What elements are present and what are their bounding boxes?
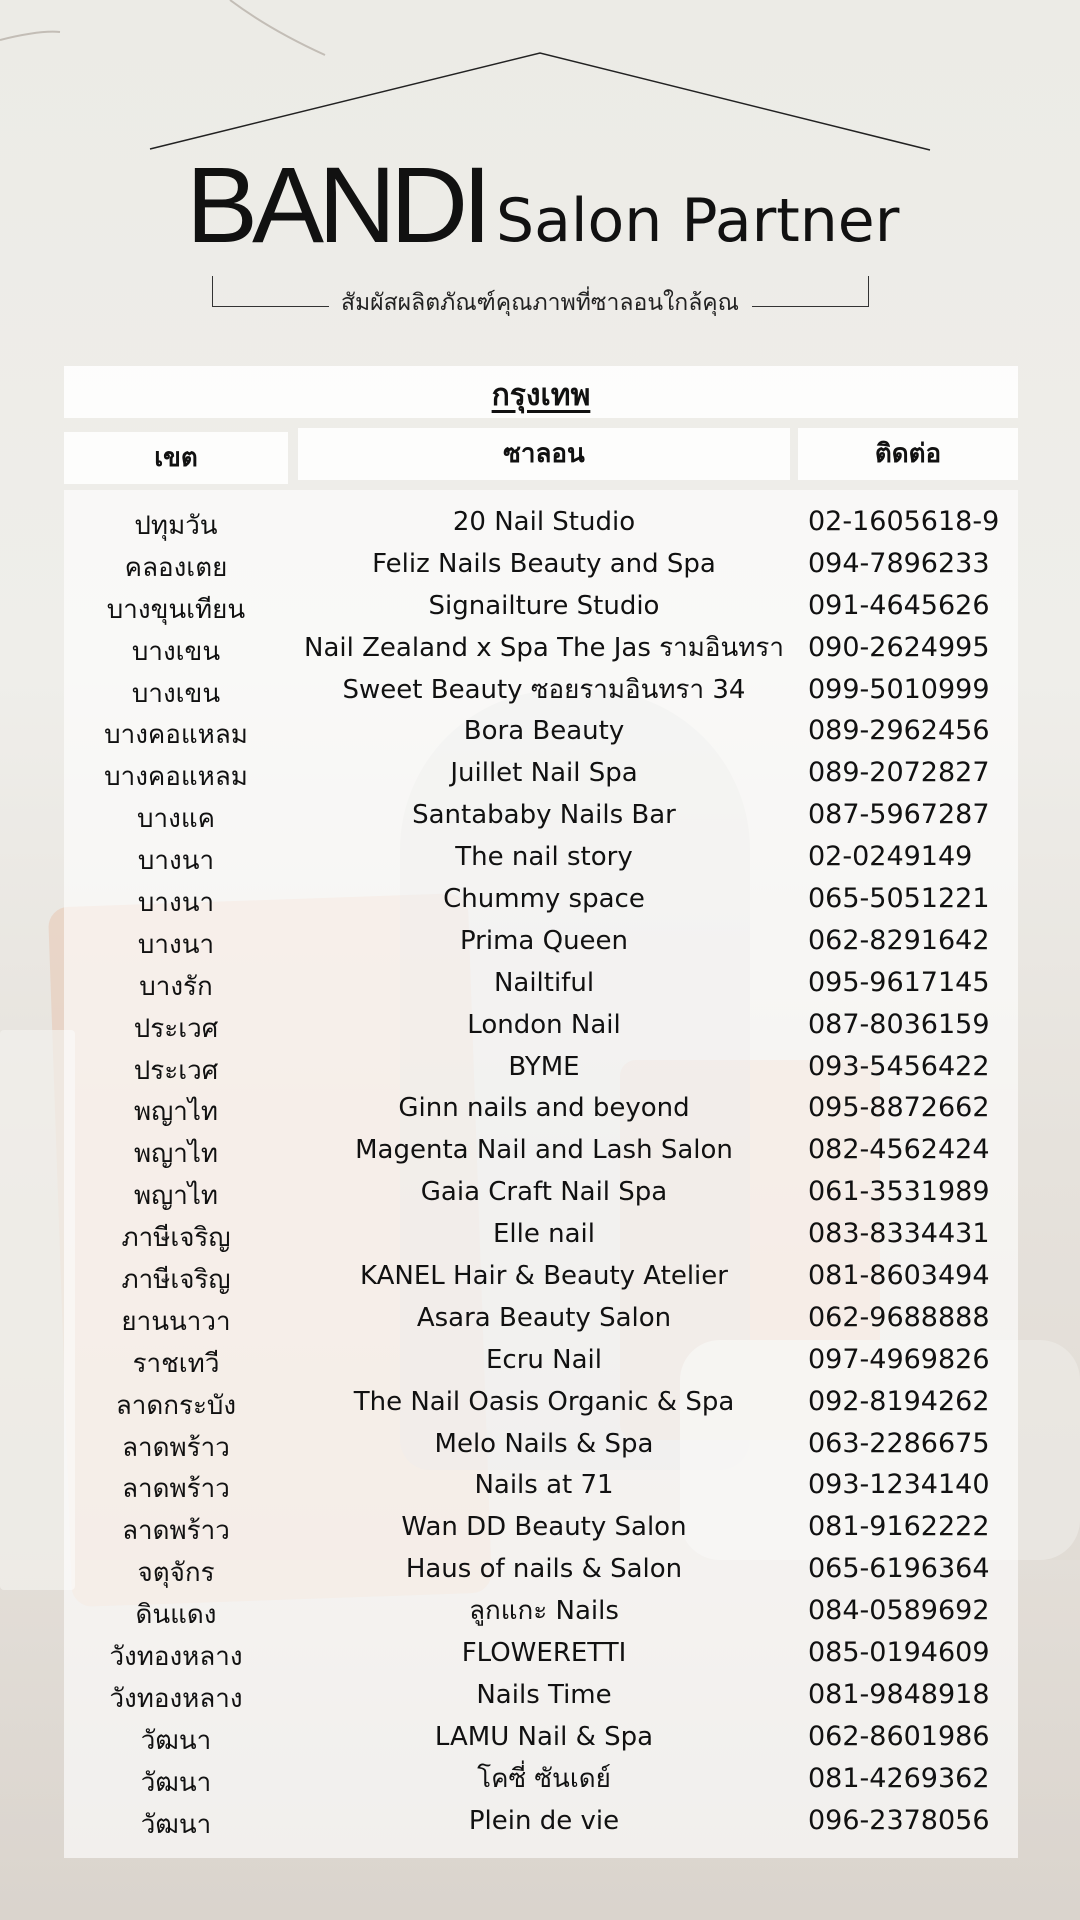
table-row [64,1591,1018,1633]
phone-cell: 093-5456422 [808,1050,990,1082]
district-cell: บางนา [137,888,215,919]
table-row [64,1130,1018,1172]
table-row [64,1298,1018,1340]
salon-name-cell: Wan DD Beauty Salon [401,1512,687,1543]
district-cell: วัฒนา [140,1725,212,1756]
phone-cell: 065-6196364 [808,1553,990,1585]
salon-name-cell: โคซี่ ซันเดย์ [477,1763,611,1794]
city-bar [64,366,1018,418]
phone-cell: 095-8872662 [808,1092,990,1124]
salon-name-cell: Nails Time [476,1679,612,1710]
tagline-bracket-left [212,276,329,307]
district-cell: ประเวศ [133,1013,219,1044]
table-row [64,753,1018,795]
district-cell: ภาษีเจริญ [121,1223,231,1254]
phone-cell: 097-4969826 [808,1343,990,1375]
table-row [64,795,1018,837]
subtitle: Salon Partner [496,186,900,256]
table-row [64,1172,1018,1214]
district-cell: พญาไท [133,1097,219,1128]
table-row [64,1507,1018,1549]
table-row [64,1424,1018,1466]
table-row [64,963,1018,1005]
district-cell: วัฒนา [140,1767,212,1798]
table-row [64,1465,1018,1507]
phone-cell: 065-5051221 [808,883,990,915]
salon-name-cell: Santababy Nails Bar [412,800,676,831]
salon-name-cell: Bora Beauty [463,716,625,747]
table-row [64,544,1018,586]
salon-name-cell: 20 Nail Studio [452,507,636,537]
phone-cell: 081-9848918 [808,1678,990,1710]
phone-cell: 081-9162222 [808,1511,990,1543]
table-row [64,1633,1018,1675]
table-row [64,1717,1018,1759]
salon-name-cell: Ecru Nail [486,1344,602,1375]
district-cell: ยานนาวา [121,1306,231,1337]
salon-name-cell: Nail Zealand x Spa The Jas รามอินทรา [304,632,784,663]
phone-cell: 099-5010999 [808,673,990,705]
salon-name-cell: Plein de vie [468,1805,620,1836]
phone-cell: 063-2286675 [808,1427,990,1459]
table-row [64,1214,1018,1256]
phone-cell: 062-8291642 [808,924,990,956]
phone-cell: 082-4562424 [808,1134,990,1166]
salon-name-cell: BYME [508,1051,580,1082]
table-row [64,628,1018,670]
district-cell: ลาดพร้าว [122,1474,230,1505]
phone-cell: 085-0194609 [808,1637,990,1669]
tagline: สัมผัสผลิตภัณฑ์คุณภาพที่ซาลอนใกล้คุณ [340,290,740,316]
table-row [64,1801,1018,1843]
table-row [64,586,1018,628]
roof-line-icon [0,0,1080,170]
salon-name-cell: The Nail Oasis Organic & Spa [353,1386,735,1417]
table-row [64,1382,1018,1424]
phone-cell: 093-1234140 [808,1469,990,1501]
phone-cell: 081-4269362 [808,1762,990,1794]
phone-cell: 087-8036159 [808,1008,990,1040]
salon-name-cell: Melo Nails & Spa [434,1428,654,1459]
table-row [64,1047,1018,1089]
phone-cell: 062-8601986 [808,1720,990,1752]
salon-name-cell: The nail story [455,842,633,873]
salon-name-cell: Magenta Nail and Lash Salon [355,1135,733,1166]
phone-cell: 087-5967287 [808,799,990,831]
district-cell: ดินแดง [135,1600,217,1631]
district-cell: ราชเทวี [132,1348,220,1379]
salon-name-cell: Elle nail [493,1219,595,1250]
header-district: เขต [64,432,288,484]
salon-name-cell: Asara Beauty Salon [416,1302,672,1333]
city-title: กรุงเทพ [491,378,591,413]
table-row [64,1759,1018,1801]
phone-cell: 091-4645626 [808,589,990,621]
table-row [64,1549,1018,1591]
phone-cell: 061-3531989 [808,1176,990,1208]
phone-cell: 081-8603494 [808,1260,990,1292]
phone-cell: 089-2072827 [808,757,990,789]
district-cell: ลาดพร้าว [122,1432,230,1463]
salon-name-cell: KANEL Hair & Beauty Atelier [360,1261,728,1292]
table-row [64,502,1018,544]
phone-cell: 089-2962456 [808,715,990,747]
salon-name-cell: Haus of nails & Salon [405,1554,683,1585]
phone-cell: 083-8334431 [808,1218,990,1250]
salon-name-cell: ลูกแกะ Nails [469,1596,619,1627]
title [0,144,1080,265]
table-row [64,879,1018,921]
phone-cell: 090-2624995 [808,631,990,663]
phone-cell: 084-0589692 [808,1595,990,1627]
table-row [64,670,1018,712]
district-cell: ภาษีเจริญ [121,1265,231,1296]
table-row [64,921,1018,963]
table-row [64,1005,1018,1047]
table-row [64,1675,1018,1717]
phone-cell: 062-9688888 [808,1301,990,1333]
salon-name-cell: FLOWERETTI [461,1638,627,1669]
salon-name-cell: Gaia Craft Nail Spa [420,1177,668,1208]
salon-name-cell: Sweet Beauty ซอยรามอินทรา 34 [342,674,746,705]
district-cell: บางคอแหลม [104,720,248,751]
salon-name-cell: Nails at 71 [474,1470,614,1501]
phone-cell: 095-9617145 [808,966,990,998]
district-cell: บางเขน [131,678,221,709]
header-contact: ติดต่อ [798,428,1018,480]
phone-cell: 02-0249149 [808,841,973,873]
table-row [64,837,1018,879]
phone-cell: 02-1605618-9 [808,506,1000,537]
district-cell: ประเวศ [133,1055,219,1086]
salon-name-cell: Feliz Nails Beauty and Spa [372,548,716,579]
salon-name-cell: Ginn nails and beyond [398,1093,690,1124]
table-row [64,1088,1018,1130]
salon-name-cell: Juillet Nail Spa [450,758,638,789]
salon-name-cell: Nailtiful [493,967,595,998]
phone-cell: 096-2378056 [808,1804,990,1836]
district-cell: พญาไท [133,1139,219,1170]
district-cell: บางเขน [131,636,221,667]
phone-cell: 094-7896233 [808,547,990,579]
district-cell: วังทองหลาง [109,1642,243,1673]
brand-logo: BANDI [186,144,487,265]
district-cell: บางนา [137,846,215,877]
salon-name-cell: London Nail [467,1009,621,1040]
tagline-bracket-right [752,276,869,307]
district-cell: จตุจักร [137,1558,215,1589]
salon-name-cell: Signailture Studio [428,590,660,621]
district-cell: พญาไท [133,1181,219,1212]
table-rows [64,502,1018,1843]
district-cell: วัฒนา [140,1809,212,1840]
district-cell: ปทุมวัน [134,511,218,541]
district-cell: บางคอแหลม [104,762,248,793]
district-cell: บางนา [137,929,215,960]
district-cell: ลาดกระบัง [115,1390,237,1421]
table-row [64,1256,1018,1298]
district-cell: บางรัก [139,971,213,1002]
table-row [64,711,1018,753]
district-cell: บางแค [137,804,215,835]
header-salon: ซาลอน [298,428,790,480]
district-cell: คลองเตย [124,552,228,583]
district-cell: บางขุนเทียน [106,594,246,625]
table-row [64,1340,1018,1382]
phone-cell: 092-8194262 [808,1385,990,1417]
district-cell: วังทองหลาง [109,1683,243,1714]
district-cell: ลาดพร้าว [122,1516,230,1547]
salon-name-cell: Chummy space [443,884,645,915]
salon-name-cell: Prima Queen [459,925,629,956]
salon-name-cell: LAMU Nail & Spa [434,1721,654,1752]
